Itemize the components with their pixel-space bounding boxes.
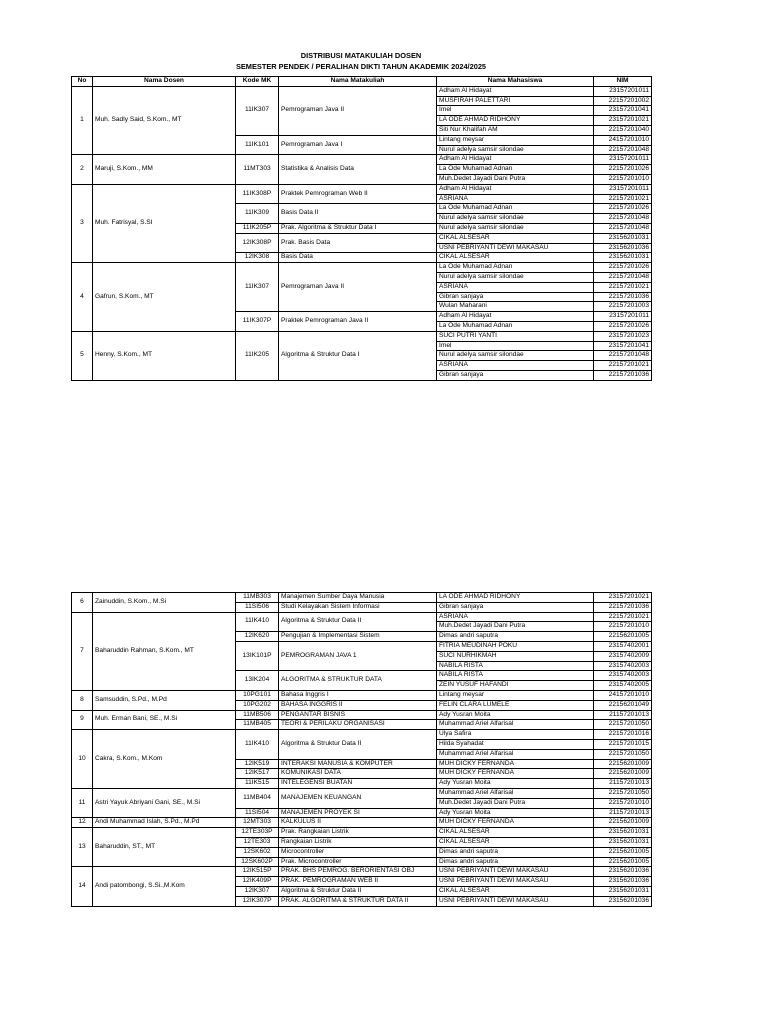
table-row: [72, 828, 652, 838]
course-name: MANAJEMEN KEUANGAN: [279, 788, 437, 808]
student-name: CIKAL ALSESAR: [437, 886, 594, 896]
student-name: Imel: [437, 106, 594, 116]
student-nim: 24157201010: [594, 690, 652, 700]
table-row: [72, 155, 652, 165]
student-nim: 23157402003: [594, 661, 652, 671]
lecturer-name: Baharuddin, ST., MT: [93, 828, 236, 867]
course-name: MANAJEMEN PROYEK SI: [279, 808, 437, 818]
lecturer-number: 4: [72, 263, 93, 332]
student-nim: 23156201036: [594, 867, 652, 877]
lecturer-number: 11: [72, 788, 93, 817]
student-name: La Ode Muhamad Adnan: [437, 204, 594, 214]
document-title: DISTRIBUSI MATAKULIAH DOSEN: [300, 51, 422, 60]
student-nim: 22157201026: [594, 165, 652, 175]
course-code: 11MB405: [236, 720, 279, 730]
student-nim: 22156201005: [594, 847, 652, 857]
student-nim: 23156201031: [594, 886, 652, 896]
student-nim: 22157201040: [594, 125, 652, 135]
student-nim: 22156201005: [594, 857, 652, 867]
course-name: Pemrograman Java I: [279, 135, 437, 155]
course-name: Praktek Pemrograman Java II: [279, 312, 437, 332]
student-name: La Ode Muhamad Adnan: [437, 321, 594, 331]
course-code: 11MB303: [236, 593, 279, 603]
student-nim: 22157201048: [594, 214, 652, 224]
student-nim: 23157201011: [594, 312, 652, 322]
student-name: Muh.Dedet Jayadi Dani Putra: [437, 622, 594, 632]
student-name: Muh.Dedet Jayadi Dani Putra: [437, 174, 594, 184]
course-code: 12SK602P: [236, 857, 279, 867]
student-name: Hilda Syahadat: [437, 739, 594, 749]
document-subtitle: SEMESTER PENDEK / PERALIHAN DIKTI TAHUN AKADEMIK 2024/2025: [235, 62, 487, 71]
student-nim: 22157201048: [594, 145, 652, 155]
student-name: Muhammad Ariel Alfarisal: [437, 749, 594, 759]
course-name: INTELEGENSI BUATAN: [279, 779, 437, 789]
table-row: [72, 867, 652, 877]
student-nim: 22157201050: [594, 720, 652, 730]
distribution-table-page-1: [71, 76, 652, 381]
student-name: Nurul adelya samsir silondae: [437, 351, 594, 361]
lecturer-name: Gafrun, S.Kom., MT: [93, 263, 236, 332]
course-code: 11IK307P: [236, 312, 279, 332]
course-name: PEMROGRAMAN JAVA 1: [279, 641, 437, 670]
course-code: 11IK410: [236, 612, 279, 632]
course-name: PRAK. PEMROGRAMAN WEB II: [279, 877, 437, 887]
course-name: PRAK. ALGORITMA & STRUKTUR DATA II: [279, 896, 437, 906]
student-name: Ady Yusran Moita: [437, 808, 594, 818]
distribution-table-page-2: [71, 592, 652, 907]
course-name: Algoritma & Struktur Data I: [279, 331, 437, 380]
student-nim: 22157201026: [594, 204, 652, 214]
course-name: Prak. Rangkaian Listrik: [279, 828, 437, 838]
course-code: 10PG202: [236, 700, 279, 710]
table-row: [72, 263, 652, 273]
table-body: [72, 593, 652, 907]
course-name: Prak. Microcontroller: [279, 857, 437, 867]
student-nim: 22156201009: [594, 769, 652, 779]
table-row: [72, 184, 652, 194]
table-row: [72, 730, 652, 740]
student-name: Dimas andri saputra: [437, 857, 594, 867]
lecturer-name: Astri Yayuk Abriyani Gani, SE., M.Si: [93, 788, 236, 817]
student-nim: 22157201050: [594, 788, 652, 798]
student-nim: 22157201010: [594, 798, 652, 808]
course-name: PRAK. BHS PEMROG. BERORIENTASI OBJ: [279, 867, 437, 877]
lecturer-name: Andi Muhammad Islah, S.Pd., M.Pd: [93, 818, 236, 828]
student-name: Adham Al Hidayat: [437, 155, 594, 165]
course-name: Pemrograman Java II: [279, 86, 437, 135]
table-row: [72, 331, 652, 341]
course-name: Studi Kelayakan Sistem Informasi: [279, 602, 437, 612]
student-name: USNI PEBRIYANTI DEWI MAKASAU: [437, 896, 594, 906]
lecturer-name: Andi patombongi, S.Si.,M.Kom: [93, 867, 236, 906]
course-code: 11IK307: [236, 263, 279, 312]
lecturer-number: 9: [72, 710, 93, 730]
course-name: KALKULUS II: [279, 818, 437, 828]
student-nim: 23156201036: [594, 243, 652, 253]
column-header-dosen: Nama Dosen: [93, 77, 236, 87]
student-name: ASRIANA: [437, 612, 594, 622]
student-nim: 23156201031: [594, 233, 652, 243]
student-nim: 22156201009: [594, 818, 652, 828]
lecturer-name: Zainuddin, S.Kom., M.Si: [93, 593, 236, 613]
student-name: USNI PEBRIYANTI DEWI MAKASAU: [437, 867, 594, 877]
course-name: Pemrograman Java II: [279, 263, 437, 312]
table-row: [72, 818, 652, 828]
course-code: 12TE303: [236, 837, 279, 847]
student-name: Ady Yusran Moita: [437, 779, 594, 789]
student-nim: 21157201013: [594, 779, 652, 789]
course-code: 12SK602: [236, 847, 279, 857]
student-nim: 22157201002: [594, 96, 652, 106]
lecturer-number: 1: [72, 86, 93, 155]
course-code: 11MT303: [236, 155, 279, 184]
student-name: Siti Nur Khalifah AM: [437, 125, 594, 135]
course-code: 12IK517: [236, 769, 279, 779]
student-nim: 22156201009: [594, 759, 652, 769]
student-name: ASRIANA: [437, 282, 594, 292]
student-nim: 22157201036: [594, 602, 652, 612]
student-nim: 22157201050: [594, 749, 652, 759]
student-nim: 23157201011: [594, 155, 652, 165]
student-name: Nurul adelya samsir silondae: [437, 145, 594, 155]
lecturer-number: 6: [72, 593, 93, 613]
course-code: 11MB404: [236, 788, 279, 808]
student-nim: 22157201036: [594, 292, 652, 302]
student-name: MUH DICKY FERNANDA: [437, 759, 594, 769]
student-name: SUCI NURHIKMAH: [437, 651, 594, 661]
student-nim: 23156201031: [594, 837, 652, 847]
student-nim: 22157201021: [594, 612, 652, 622]
course-code: 11IK205: [236, 331, 279, 380]
course-code: 11SI504: [236, 808, 279, 818]
course-code: 11IK205P: [236, 223, 279, 233]
student-nim: 22157201021: [594, 194, 652, 204]
lecturer-name: Baharuddin Rahman, S.Kom., MT: [93, 612, 236, 690]
student-name: Muhammad Ariel Alfarisal: [437, 720, 594, 730]
lecturer-number: 14: [72, 867, 93, 906]
table-row: [72, 710, 652, 720]
student-name: LA ODE AHMAD RIDHONY: [437, 593, 594, 603]
lecturer-number: 7: [72, 612, 93, 690]
student-name: Ulya Safira: [437, 730, 594, 740]
student-name: La Ode Muhamad Adnan: [437, 165, 594, 175]
course-name: Algoritma & Struktur Data II: [279, 730, 437, 759]
student-name: LA ODE AHMAD RIDHONY: [437, 116, 594, 126]
lecturer-number: 12: [72, 818, 93, 828]
student-name: Imel: [437, 341, 594, 351]
student-name: FELIN CLARA LUMELE: [437, 700, 594, 710]
student-name: Gibran sanjaya: [437, 602, 594, 612]
course-code: 11IK410: [236, 730, 279, 759]
course-name: Basis Data II: [279, 204, 437, 224]
course-code: 12IK409P: [236, 877, 279, 887]
column-header-matakuliah: Nama Matakuliah: [279, 77, 437, 87]
student-name: Gibran sanjaya: [437, 370, 594, 380]
course-code: 11IK308P: [236, 184, 279, 204]
course-code: 11IK515: [236, 779, 279, 789]
student-name: Muh.Dedet Jayadi Dani Putra: [437, 798, 594, 808]
course-code: 10PG101: [236, 690, 279, 700]
student-name: CIKAL ALSESAR: [437, 233, 594, 243]
lecturer-name: Muh. Fatrisyal, S.SI: [93, 184, 236, 262]
lecturer-name: Cakra, S.Kom., M.Kom: [93, 730, 236, 789]
student-nim: 23156201036: [594, 896, 652, 906]
student-name: Gibran sanjaya: [437, 292, 594, 302]
student-nim: 23157201021: [594, 116, 652, 126]
student-name: Adham Al Hidayat: [437, 86, 594, 96]
table-row: [72, 612, 652, 622]
student-name: USNI PEBRIYANTI DEWI MAKASAU: [437, 243, 594, 253]
course-code: 12IK519: [236, 759, 279, 769]
student-name: La Ode Muhamad Adnan: [437, 263, 594, 273]
course-name: Statistika & Analisis Data: [279, 155, 437, 184]
lecturer-name: Muh. Sadly Said, S.Kom., MT: [93, 86, 236, 155]
course-code: 12IK307: [236, 886, 279, 896]
course-name: Manajemen Sumber Daya Manusia: [279, 593, 437, 603]
course-name: Basis Data: [279, 253, 437, 263]
student-nim: 21157201013: [594, 710, 652, 720]
course-code: 12IK620: [236, 632, 279, 642]
student-nim: 22157201021: [594, 282, 652, 292]
student-name: CIKAL ALSESAR: [437, 253, 594, 263]
student-name: NABILA RISTA: [437, 661, 594, 671]
course-code: 12IK307P: [236, 896, 279, 906]
course-code: 13IK204: [236, 671, 279, 691]
student-nim: 23157402009: [594, 651, 652, 661]
student-nim: 22156201049: [594, 700, 652, 710]
student-name: Nurul adelya samsir silondae: [437, 223, 594, 233]
student-nim: 23157201023: [594, 331, 652, 341]
student-name: Muhammad Ariel Alfarisal: [437, 788, 594, 798]
course-name: Praktek Pemrograman Web II: [279, 184, 437, 204]
course-name: INTERAKSI MANUSIA & KOMPUTER: [279, 759, 437, 769]
student-nim: 23156201036: [594, 877, 652, 887]
student-name: Dimas andri saputra: [437, 632, 594, 642]
course-code: 11SI506: [236, 602, 279, 612]
table-row: [72, 690, 652, 700]
student-name: Nurul adelya samsir silondae: [437, 214, 594, 224]
student-name: CIKAL ALSESAR: [437, 837, 594, 847]
lecturer-name: Muh. Erman Bani, SE., M.Si: [93, 710, 236, 730]
student-nim: 23157402001: [594, 641, 652, 651]
student-name: ASRIANA: [437, 194, 594, 204]
course-name: ALGORITMA & STRUKTUR DATA: [279, 671, 437, 691]
lecturer-number: 3: [72, 184, 93, 262]
lecturer-name: Maruji, S.Kom., MM: [93, 155, 236, 184]
course-name: Prak. Algoritma & Struktur Data I: [279, 223, 437, 233]
student-nim: 22157201010: [594, 622, 652, 632]
student-nim: 23157201021: [594, 593, 652, 603]
course-code: 12IK308P: [236, 233, 279, 253]
student-name: Dimas andri saputra: [437, 847, 594, 857]
table-row: [72, 86, 652, 96]
lecturer-name: Henny, S.Kom., MT: [93, 331, 236, 380]
student-name: ASRIANA: [437, 361, 594, 371]
student-nim: 22157201016: [594, 730, 652, 740]
student-nim: 23157201011: [594, 184, 652, 194]
student-nim: 22157201015: [594, 739, 652, 749]
column-header-no: No: [72, 77, 93, 87]
student-name: MUH DICKY FERNANDA: [437, 818, 594, 828]
course-code: 12IK308: [236, 253, 279, 263]
student-nim: 23156201031: [594, 253, 652, 263]
student-name: Ady Yusran Moita: [437, 710, 594, 720]
course-name: Algoritma & Struktur Data II: [279, 612, 437, 632]
student-nim: 22157201010: [594, 174, 652, 184]
student-nim: 23157201011: [594, 86, 652, 96]
student-name: SUCI PUTRI YANTI: [437, 331, 594, 341]
course-code: 11IK309: [236, 204, 279, 224]
lecturer-number: 8: [72, 690, 93, 710]
student-nim: 22157201021: [594, 361, 652, 371]
student-name: Nurul adelya samsir silondae: [437, 272, 594, 282]
course-name: Algoritma & Struktur Data II: [279, 886, 437, 896]
course-name: TEORI & PERILAKU ORGANISASI: [279, 720, 437, 730]
student-name: NABILA RISTA: [437, 671, 594, 681]
student-nim: 24157201010: [594, 135, 652, 145]
student-nim: 21157201013: [594, 808, 652, 818]
student-nim: 22157201036: [594, 370, 652, 380]
course-code: 11IK307: [236, 86, 279, 135]
course-code: 12MT303: [236, 818, 279, 828]
table-body: [72, 86, 652, 380]
student-name: Lintang meysar: [437, 690, 594, 700]
student-name: Adham Al Hidayat: [437, 184, 594, 194]
course-code: 11IK101: [236, 135, 279, 155]
course-code: 12TE303P: [236, 828, 279, 838]
course-name: KOMUNIKASI DATA: [279, 769, 437, 779]
course-name: Pengujian & Implementasi Sistem: [279, 632, 437, 642]
student-nim: 22157201048: [594, 272, 652, 282]
student-nim: 22157201048: [594, 223, 652, 233]
course-name: BAHASA INGGRIS II: [279, 700, 437, 710]
course-name: PENGANTAR BISNIS: [279, 710, 437, 720]
lecturer-number: 10: [72, 730, 93, 789]
student-name: USNI PEBRIYANTI DEWI MAKASAU: [437, 877, 594, 887]
column-header-mahasiswa: Nama Mahasiswa: [437, 77, 594, 87]
lecturer-number: 2: [72, 155, 93, 184]
table-header-row: [72, 77, 652, 87]
course-name: Microcontroller: [279, 847, 437, 857]
course-name: Bahasa Inggris I: [279, 690, 437, 700]
course-name: Rangkaian Listrik: [279, 837, 437, 847]
student-nim: 23156201031: [594, 828, 652, 838]
student-name: FITRIA MEUDINAH POKU: [437, 641, 594, 651]
lecturer-number: 5: [72, 331, 93, 380]
course-code: 11MB506: [236, 710, 279, 720]
student-nim: 22157201003: [594, 302, 652, 312]
lecturer-number: 13: [72, 828, 93, 867]
column-header-kode-mk: Kode MK: [236, 77, 279, 87]
student-name: MUH DICKY FERNANDA: [437, 769, 594, 779]
student-name: CIKAL ALSESAR: [437, 828, 594, 838]
student-name: Wulan Maharani: [437, 302, 594, 312]
table-row: [72, 593, 652, 603]
student-nim: 23157402003: [594, 671, 652, 681]
column-header-nim: NIM: [594, 77, 652, 87]
student-name: Lintang meysar: [437, 135, 594, 145]
student-nim: 23157402005: [594, 681, 652, 691]
student-nim: 22157201048: [594, 351, 652, 361]
table-row: [72, 788, 652, 798]
student-name: MUSFIRAH PALETTARI: [437, 96, 594, 106]
student-name: ZEIN YUSUF HAFANDI: [437, 681, 594, 691]
lecturer-name: Samsuddin, S.Pd., M.Pd: [93, 690, 236, 710]
course-name: Prak. Basis Data: [279, 233, 437, 253]
course-code: 12IK515P: [236, 867, 279, 877]
student-name: Adham Al Hidayat: [437, 312, 594, 322]
student-nim: 23157201041: [594, 106, 652, 116]
student-nim: 22157201026: [594, 321, 652, 331]
student-nim: 22156201005: [594, 632, 652, 642]
student-nim: 23157201041: [594, 341, 652, 351]
student-nim: 22157201026: [594, 263, 652, 273]
course-code: 13IK101P: [236, 641, 279, 670]
